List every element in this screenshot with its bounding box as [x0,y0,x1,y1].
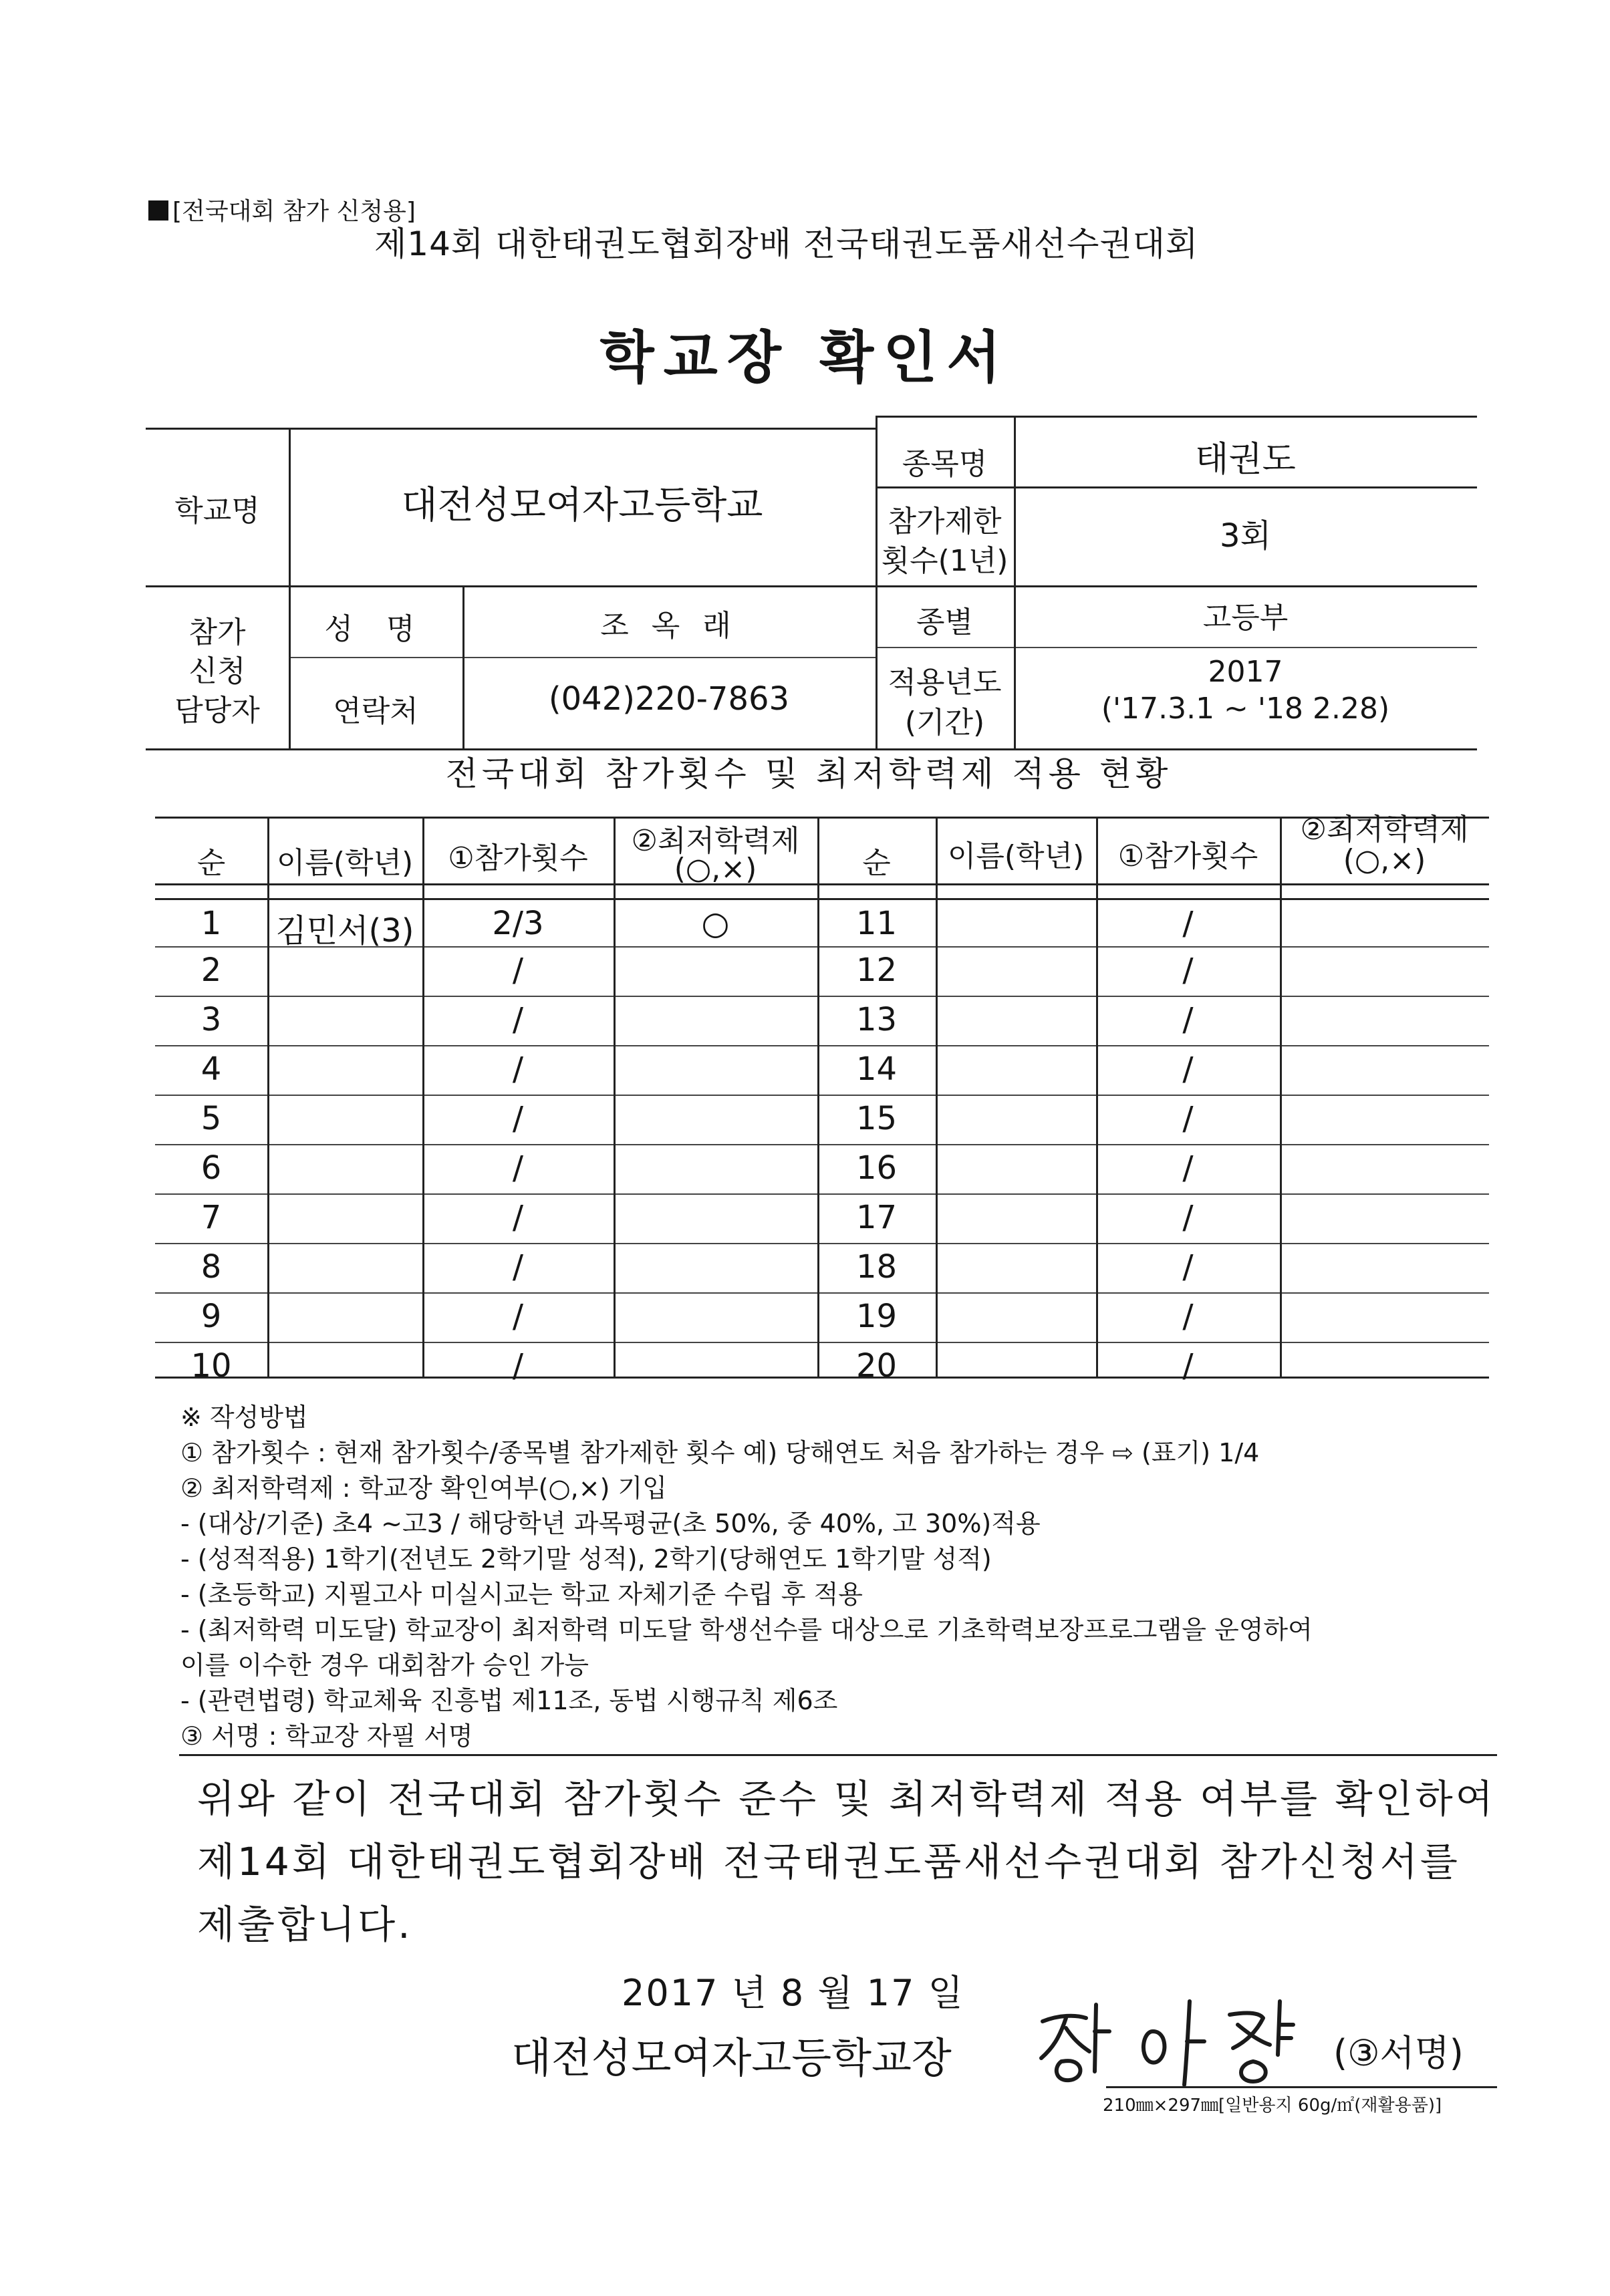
handwritten-signature [1029,1995,1323,2088]
header-name: 이름(학년) [276,846,414,880]
cell-count: 2/3 [492,905,544,942]
cell-count: / [1182,1199,1194,1236]
note-line: ③ 서명 : 학교장 자필 서명 [180,1721,473,1751]
sport-label: 종목명 [902,447,988,481]
cell-seq: 1 [200,905,222,942]
note-line: ※ 작성방법 [180,1403,308,1432]
cell-count: / [512,1050,524,1088]
header-seq: 순 [196,846,226,880]
cell-count: / [512,1100,524,1137]
header-min-2: (○,×) [1343,843,1426,877]
note-line: - (성적적용) 1학기(전년도 2학기말 성적), 2학기(당해연도 1학기말 성적) [180,1544,992,1574]
declaration-line: 제14회 대한태권도협회장배 전국태권도품새선수권대회 참가신청서를 [197,1839,1460,1884]
declaration-line: 위와 같이 전국대회 참가횟수 준수 및 최저학력제 적용 여부를 확인하여 [197,1776,1496,1822]
header-min-1: ②최저학력제 [631,824,800,858]
event-name: 제14회 대한태권도협회장배 전국태권도품새선수권대회 [374,225,1199,263]
cell-count: / [1182,905,1194,942]
year-label-1: 적용년도 [888,666,1002,700]
note-line: - (관련법령) 학교체육 진흥법 제11조, 동법 시행규칙 제6조 [180,1686,838,1715]
cell-count: / [1182,1050,1194,1088]
cell-count: / [1182,1100,1194,1137]
cell-count: / [512,1149,524,1187]
phone-value: (042)220-7863 [548,680,790,718]
form-type-tag: [전국대회 참가 신청용] [148,192,416,227]
cell-seq: 3 [200,1001,222,1038]
limit-label-1: 참가제한 [888,505,1002,539]
contact-name: 조 옥 래 [600,609,738,643]
year-label-2: (기간) [904,706,985,740]
cell-min: ○ [701,905,730,942]
participation-title: 전국대회 참가횟수 및 최저학력제 적용 현황 [445,754,1172,793]
note-line: - (초등학교) 지필고사 미실시교는 학교 자체기준 수립 후 적용 [180,1580,863,1609]
instructions [180,1400,1313,1754]
header-name: 이름(학년) [947,839,1085,873]
cell-seq: 8 [200,1248,222,1286]
note-line: ② 최저학력제 : 학교장 확인여부(○,×) 기입 [180,1473,667,1503]
cell-seq: 20 [855,1347,898,1385]
note-line: - (대상/기준) 초4 ~고3 / 해당학년 과목평균(초 50%, 중 40%, 고 30%)적용 [180,1509,1041,1538]
cell-seq: 17 [855,1199,898,1236]
header-min-2: (○,×) [674,852,757,886]
cell-seq: 11 [855,905,898,942]
year-value: 2017 [1208,655,1283,689]
limit-label-2: 횟수(1년) [881,544,1009,578]
school-label: 학교명 [174,494,260,528]
issue-date: 2017 년 8 월 17 일 [622,1972,964,2014]
note-line: 이를 이수한 경우 대회참가 승인 가능 [180,1651,589,1680]
cell-count: / [512,1298,524,1335]
cell-count: / [1182,1149,1194,1187]
contact-label-3: 담당자 [174,694,260,728]
cell-seq: 18 [855,1248,898,1286]
header-count: ①참가횟수 [1117,839,1258,873]
page-title: 학교장 확인서 [599,325,1011,390]
cell-seq: 12 [855,952,898,989]
cell-count: / [1182,1248,1194,1286]
contact-label-2: 신청 [188,654,246,688]
cell-seq: 16 [855,1149,898,1187]
paper-spec: 210㎜×297㎜[일반용지 60g/㎡(재활용품)] [1103,2096,1442,2116]
cell-count: / [512,1001,524,1038]
header-count: ①참가횟수 [448,841,588,875]
declaration-line: 제출합니다. [197,1902,413,1947]
header-min-1: ②최저학력제 [1300,813,1469,847]
category-value: 고등부 [1202,601,1289,635]
cell-count: / [1182,952,1194,989]
cell-seq: 10 [190,1347,232,1385]
school-name: 대전성모여자고등학교 [401,484,763,527]
signature-mark: (③서명) [1333,2032,1464,2074]
cell-seq: 7 [200,1199,222,1236]
cell-seq: 6 [200,1149,222,1187]
cell-count: / [512,1248,524,1286]
cell-seq: 14 [855,1050,898,1088]
cell-seq: 19 [855,1298,898,1335]
declaration [197,1767,1496,1956]
cell-seq: 5 [200,1100,222,1137]
signer-title: 대전성모여자고등학교장 [511,2033,952,2082]
name-label: 성 명 [324,612,427,646]
cell-count: / [1182,1298,1194,1335]
cell-seq: 9 [200,1298,222,1335]
cell-count: / [512,952,524,989]
cell-name: 김민서(3) [275,912,414,950]
cell-count: / [512,1347,524,1385]
cell-count: / [1182,1001,1194,1038]
sport-value: 태권도 [1195,440,1296,480]
period-value: ('17.3.1 ~ '18 2.28) [1101,692,1390,726]
cell-seq: 13 [855,1001,898,1038]
note-line: - (최저학력 미도달) 학교장이 최저학력 미도달 학생선수를 대상으로 기초학력보장프로그램을 운영하여 [180,1615,1313,1644]
phone-label: 연락처 [333,694,418,728]
cell-count: / [1182,1347,1194,1385]
header-seq: 순 [862,846,891,880]
limit-value: 3회 [1220,517,1271,555]
category-label: 종별 [916,605,973,639]
cell-seq: 4 [200,1050,222,1088]
note-line: ① 참가횟수 : 현재 참가횟수/종목별 참가제한 횟수 예) 당해연도 처음 참가하는 경우 ⇨ (표기) 1/4 [180,1438,1260,1467]
cell-seq: 15 [855,1100,898,1137]
contact-label-1: 참가 [188,615,246,650]
cell-count: / [512,1199,524,1236]
square-bullet-icon [148,200,168,221]
cell-seq: 2 [200,952,222,989]
